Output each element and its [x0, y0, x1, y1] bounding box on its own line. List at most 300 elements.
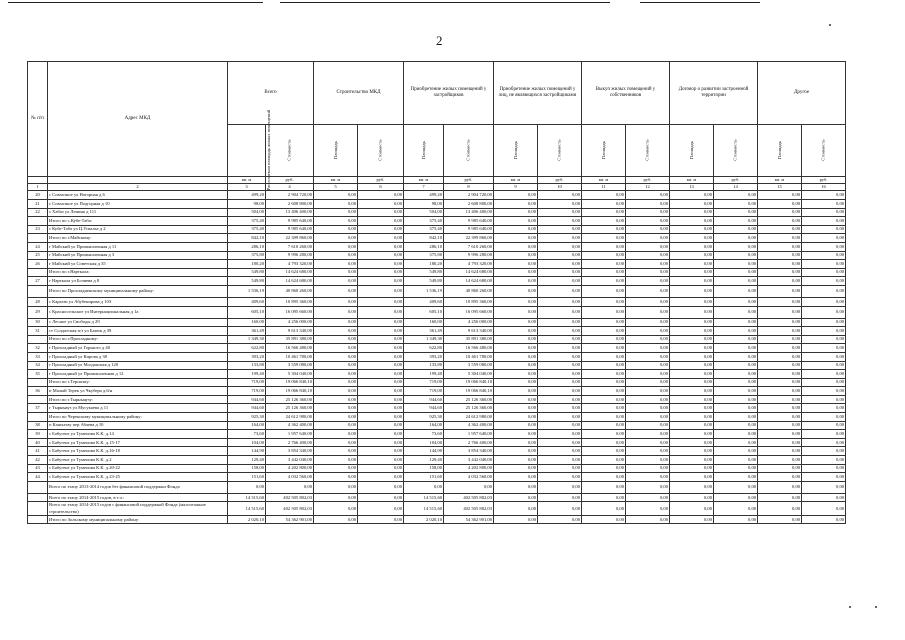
row-number-cell: 26: [28, 260, 48, 269]
row-number-cell: [28, 378, 48, 387]
row-value-cell: 0,00: [314, 456, 358, 465]
row-value-cell: 0,00: [494, 361, 538, 370]
row-value-cell: 129,40: [404, 456, 444, 465]
row-value-cell: 842,10: [404, 234, 444, 243]
row-value-cell: 164,00: [228, 421, 266, 430]
row-value-cell: 1 536,19: [228, 285, 266, 297]
row-value-cell: 0,00: [494, 404, 538, 413]
row-number-cell: 34: [28, 361, 48, 370]
row-value-cell: 0,00: [802, 225, 846, 234]
row-value-cell: 0,00: [626, 395, 670, 404]
column-number-cell: 1: [28, 184, 48, 191]
row-value-cell: 0,00: [358, 225, 404, 234]
row-value-cell: 0,00: [802, 306, 846, 318]
table-row: [28, 200, 846, 209]
row-value-cell: 0,00: [626, 242, 670, 251]
row-value-cell: 0,00: [582, 327, 626, 336]
row-value-cell: 0,00: [802, 413, 846, 422]
row-value-cell: 0,00: [494, 285, 538, 297]
row-value-cell: 0,00: [714, 335, 758, 344]
row-value-cell: 0,00: [494, 306, 538, 318]
row-value-cell: 0,00: [670, 352, 714, 361]
row-value-cell: 0,00: [358, 234, 404, 243]
sub-header-label: Площадь: [600, 141, 606, 160]
row-value-cell: 0,00: [670, 318, 714, 327]
row-value-cell: 0,00: [314, 378, 358, 387]
row-value-cell: 0,00: [538, 502, 582, 515]
row-value-cell: 25 126 360,00: [266, 404, 314, 413]
row-value-cell: 0,00: [494, 217, 538, 226]
row-value-cell: 0,00: [670, 191, 714, 200]
group-header-territory-agreement: Договор о развитии застроенной территории: [670, 62, 758, 125]
row-value-cell: 0,00: [314, 306, 358, 318]
row-value-cell: 0,00: [670, 285, 714, 297]
row-value-cell: 0,00: [714, 464, 758, 473]
header-group-row: [28, 62, 846, 125]
row-value-cell: 0,00: [358, 370, 404, 379]
row-address-cell: г Прохладный ул Кирова д 38: [48, 352, 228, 361]
row-value-cell: 0,00: [714, 200, 758, 209]
row-address-cell: с Бабугент ул Тумеиова К.К. д.23-25: [48, 473, 228, 482]
row-value-cell: 0,00: [358, 268, 404, 277]
units-cell: руб.: [802, 177, 846, 184]
row-value-cell: 0,00: [714, 447, 758, 456]
row-value-cell: 0,00: [538, 306, 582, 318]
row-value-cell: 1 536,19: [404, 285, 444, 297]
row-value-cell: 499,20: [404, 191, 444, 200]
row-value-cell: 0,00: [538, 378, 582, 387]
row-value-cell: 0,00: [714, 456, 758, 465]
row-value-cell: 0,00: [582, 242, 626, 251]
row-value-cell: 0,00: [802, 464, 846, 473]
row-value-cell: 2 020,10: [228, 515, 266, 524]
row-address-cell: с Совхозное ул Подгорная д 10: [48, 200, 228, 209]
row-value-cell: 0,00: [626, 260, 670, 269]
sub-header-label: Площадь: [512, 141, 518, 160]
page-number: 2: [436, 33, 443, 48]
row-value-cell: 0,00: [358, 306, 404, 318]
row-value-cell: 0,00: [714, 260, 758, 269]
row-value-cell: 0,00: [314, 344, 358, 353]
row-value-cell: 0,00: [314, 473, 358, 482]
row-value-cell: 0,00: [670, 481, 714, 493]
row-value-cell: 0,00: [494, 464, 538, 473]
row-value-cell: 0,00: [538, 352, 582, 361]
row-number-cell: 32: [28, 344, 48, 353]
row-value-cell: 0,00: [582, 225, 626, 234]
row-value-cell: 0,00: [582, 344, 626, 353]
row-value-cell: 0,00: [582, 447, 626, 456]
row-value-cell: 9 985 640,00: [266, 217, 314, 226]
row-value-cell: 0,00: [538, 395, 582, 404]
row-value-cell: 14 515,60: [228, 493, 266, 502]
row-value-cell: 0,00: [626, 413, 670, 422]
row-value-cell: 944,60: [404, 404, 444, 413]
row-value-cell: 0,00: [714, 217, 758, 226]
row-value-cell: 504,00: [228, 208, 266, 217]
row-value-cell: 0,00: [626, 327, 670, 336]
row-value-cell: 0,00: [314, 421, 358, 430]
row-value-cell: 0,00: [314, 277, 358, 286]
table-row: [28, 225, 846, 234]
row-value-cell: 0,00: [358, 318, 404, 327]
row-value-cell: 0,00: [314, 191, 358, 200]
row-value-cell: 0,00: [494, 327, 538, 336]
row-value-cell: 14 624 680,00: [266, 268, 314, 277]
row-number-cell: [28, 234, 48, 243]
row-value-cell: 0,00: [670, 430, 714, 439]
units-cell: руб.: [444, 177, 494, 184]
row-value-cell: 622,80: [404, 344, 444, 353]
row-value-cell: 4 032 560,00: [444, 473, 494, 482]
row-value-cell: 0,00: [714, 352, 758, 361]
row-value-cell: 0,00: [758, 217, 802, 226]
row-number-cell: [28, 268, 48, 277]
row-address-cell: с Хабаз ул Ленина д 111: [48, 208, 228, 217]
row-value-cell: 0,00: [582, 473, 626, 482]
row-value-cell: 0,00: [758, 502, 802, 515]
row-address-cell: г Прохладный ул Моздокская д 120: [48, 361, 228, 370]
row-value-cell: 0,00: [758, 234, 802, 243]
row-value-cell: 0,00: [670, 464, 714, 473]
sub-header-label: Стоимость: [465, 139, 471, 162]
row-value-cell: 719,00: [404, 387, 444, 396]
group-header-total: Всего: [228, 62, 314, 125]
sub-header-label: Стоимость: [286, 139, 292, 162]
row-value-cell: 0,00: [714, 361, 758, 370]
row-value-cell: 0,00: [494, 370, 538, 379]
row-value-cell: 0,00: [758, 456, 802, 465]
row-value-cell: 0,00: [626, 430, 670, 439]
row-value-cell: 0,00: [494, 438, 538, 447]
row-value-cell: 0,00: [670, 306, 714, 318]
row-value-cell: 0,00: [758, 191, 802, 200]
row-value-cell: 4 202 800,00: [444, 464, 494, 473]
row-value-cell: 0,00: [802, 260, 846, 269]
row-value-cell: 0,00: [538, 464, 582, 473]
row-value-cell: 0,00: [358, 217, 404, 226]
row-value-cell: 0,00: [758, 421, 802, 430]
row-value-cell: 0,00: [758, 251, 802, 260]
row-value-cell: 24 612 980,00: [444, 413, 494, 422]
row-value-cell: 0,00: [358, 413, 404, 422]
column-number-cell: 16: [802, 184, 846, 191]
column-number-cell: 12: [626, 184, 670, 191]
row-value-cell: 0,00: [714, 493, 758, 502]
table-row: [28, 268, 846, 277]
row-address-cell: Итого по г.Терскому:: [48, 378, 228, 387]
row-number-cell: 29: [28, 306, 48, 318]
row-value-cell: 0,00: [626, 191, 670, 200]
row-value-cell: 0,00: [758, 306, 802, 318]
row-address-cell: с Красносельское ул Интернациональная д 1а: [48, 306, 228, 318]
row-value-cell: 19 066 840,10: [444, 387, 494, 396]
table-row: [28, 297, 846, 306]
row-value-cell: 0,00: [358, 473, 404, 482]
top-rule-mid: [280, 2, 610, 3]
table-row: [28, 378, 846, 387]
table-row: [28, 493, 846, 502]
row-value-cell: 0,00: [670, 234, 714, 243]
row-value-cell: 10 461 780,00: [266, 352, 314, 361]
row-address-cell: Итого по г.Майскому:: [48, 234, 228, 243]
row-value-cell: 0,00: [358, 335, 404, 344]
row-value-cell: 9 985 640,00: [444, 217, 494, 226]
row-value-cell: 0,00: [538, 481, 582, 493]
row-value-cell: 0,00: [626, 225, 670, 234]
row-value-cell: 14 624 680,00: [444, 268, 494, 277]
row-value-cell: 0,00: [714, 413, 758, 422]
row-value-cell: 19 066 840,10: [266, 387, 314, 396]
row-value-cell: 0,00: [582, 502, 626, 515]
column-number-cell: 3: [228, 184, 266, 191]
row-value-cell: 0,00: [582, 297, 626, 306]
row-address-cell: с Совхозное ул Нагорная д 6: [48, 191, 228, 200]
row-value-cell: 0,00: [314, 493, 358, 502]
row-value-cell: 180,20: [404, 260, 444, 269]
row-value-cell: 0,00: [714, 277, 758, 286]
row-value-cell: 14 515,60: [404, 493, 444, 502]
row-value-cell: 0,00: [582, 277, 626, 286]
row-value-cell: 0,00: [758, 327, 802, 336]
row-number-cell: [28, 481, 48, 493]
row-value-cell: 0,00: [314, 395, 358, 404]
table-row: [28, 395, 846, 404]
row-number-cell: [28, 335, 48, 344]
row-value-cell: 402 505 802,03: [444, 493, 494, 502]
row-value-cell: 158,00: [228, 464, 266, 473]
row-value-cell: 0,00: [582, 456, 626, 465]
row-address-cell: с Кубе-Таба ул Ц.Ускалье д 2: [48, 225, 228, 234]
row-value-cell: 0,00: [358, 438, 404, 447]
row-value-cell: 2 608 800,00: [266, 200, 314, 209]
sub-header-label: Стоимость: [377, 139, 383, 162]
row-value-cell: 0,00: [714, 481, 758, 493]
row-value-cell: 16 566 480,00: [266, 344, 314, 353]
row-value-cell: 0,00: [758, 297, 802, 306]
sub-header-cell: [358, 125, 404, 177]
row-value-cell: 0,00: [626, 473, 670, 482]
row-number-cell: [28, 413, 48, 422]
row-address-cell: Итого по Зольскому муниципальному району:: [48, 515, 228, 524]
sub-header-cell: [582, 125, 626, 177]
row-value-cell: 0,00: [802, 502, 846, 515]
sub-header-cell: [444, 125, 494, 177]
row-value-cell: 19 066 840,10: [444, 378, 494, 387]
table-row: [28, 404, 846, 413]
group-header-purchase-developers: Приобретение жилых помещений у застройщиков: [404, 62, 494, 125]
row-value-cell: 0,00: [670, 413, 714, 422]
sub-header-cell: [802, 125, 846, 177]
row-value-cell: 0,00: [758, 515, 802, 524]
row-value-cell: 0,00: [582, 515, 626, 524]
table-row: [28, 447, 846, 456]
row-value-cell: 0,00: [714, 191, 758, 200]
row-value-cell: 0,00: [626, 251, 670, 260]
row-value-cell: 0,00: [358, 515, 404, 524]
row-value-cell: 0,00: [670, 361, 714, 370]
row-value-cell: 10 895 360,00: [266, 297, 314, 306]
row-value-cell: 0,00: [626, 268, 670, 277]
row-value-cell: 0,00: [758, 208, 802, 217]
row-value-cell: 0,00: [494, 251, 538, 260]
row-value-cell: 0,00: [494, 268, 538, 277]
row-number-cell: 33: [28, 352, 48, 361]
row-value-cell: 158,00: [404, 464, 444, 473]
row-value-cell: 0,00: [494, 225, 538, 234]
row-value-cell: 0,00: [714, 297, 758, 306]
row-value-cell: 0,00: [802, 481, 846, 493]
row-value-cell: 2 766 400,00: [266, 438, 314, 447]
row-value-cell: 25 126 360,00: [444, 404, 494, 413]
row-value-cell: 0,00: [538, 413, 582, 422]
sub-header-cell: [404, 125, 444, 177]
row-value-cell: 0,00: [538, 277, 582, 286]
row-value-cell: 144,90: [404, 447, 444, 456]
row-value-cell: 129,40: [228, 456, 266, 465]
row-value-cell: 549,80: [228, 277, 266, 286]
row-value-cell: 7 610 260,00: [444, 242, 494, 251]
row-value-cell: 0,00: [714, 344, 758, 353]
row-value-cell: 842,10: [228, 234, 266, 243]
row-value-cell: 0,00: [358, 456, 404, 465]
column-number-cell: 9: [494, 184, 538, 191]
row-value-cell: 0,00: [314, 260, 358, 269]
row-value-cell: 3 559 080,00: [444, 361, 494, 370]
row-value-cell: 0,00: [358, 493, 404, 502]
row-value-cell: 0,00: [538, 217, 582, 226]
row-value-cell: 0,00: [670, 438, 714, 447]
row-value-cell: 375,40: [228, 217, 266, 226]
row-value-cell: 375,40: [404, 217, 444, 226]
row-value-cell: 0,00: [670, 208, 714, 217]
units-cell-empty: [48, 177, 228, 184]
row-value-cell: 0,00: [538, 456, 582, 465]
row-number-cell: 43: [28, 464, 48, 473]
row-value-cell: 0,00: [358, 464, 404, 473]
units-cell: кв. м: [494, 177, 538, 184]
scan-speck: [875, 606, 877, 608]
row-value-cell: 0,00: [758, 352, 802, 361]
sub-header-cell: [266, 125, 314, 177]
table-row: [28, 361, 846, 370]
row-value-cell: 0,00: [670, 225, 714, 234]
row-address-cell: г Майский ул Промышленная д 11: [48, 242, 228, 251]
row-value-cell: 0,00: [626, 285, 670, 297]
row-value-cell: 0,00: [626, 335, 670, 344]
row-value-cell: 16 566 480,00: [444, 344, 494, 353]
row-value-cell: 144,90: [228, 447, 266, 456]
row-value-cell: 98,00: [228, 200, 266, 209]
sub-header-cell: [626, 125, 670, 177]
row-value-cell: 504,00: [404, 208, 444, 217]
row-value-cell: 1 957 640,00: [444, 430, 494, 439]
row-value-cell: 0,00: [582, 268, 626, 277]
row-address-cell: Итого по Черекскому муниципальному району:: [48, 413, 228, 422]
row-value-cell: 0,00: [758, 285, 802, 297]
row-value-cell: 0,00: [670, 456, 714, 465]
row-value-cell: 0,00: [714, 234, 758, 243]
row-value-cell: 402 505 802,03: [444, 502, 494, 515]
row-value-cell: 0,00: [314, 285, 358, 297]
row-value-cell: 0,00: [538, 297, 582, 306]
row-value-cell: 0,00: [802, 370, 846, 379]
row-value-cell: 0,00: [670, 404, 714, 413]
row-value-cell: 0,00: [626, 208, 670, 217]
row-value-cell: 4 256 000,00: [266, 318, 314, 327]
row-value-cell: 0,00: [626, 217, 670, 226]
row-address-cell: Итого по Прохладненскому муниципальному району:: [48, 285, 228, 297]
row-value-cell: 0,00: [758, 473, 802, 482]
row-value-cell: 0,00: [494, 421, 538, 430]
column-number-cell: 13: [670, 184, 714, 191]
row-value-cell: 0,00: [314, 208, 358, 217]
row-value-cell: 10 461 780,00: [444, 352, 494, 361]
row-value-cell: 0,00: [538, 191, 582, 200]
row-value-cell: 160,00: [228, 318, 266, 327]
row-value-cell: 0,00: [670, 370, 714, 379]
row-value-cell: 0,00: [714, 327, 758, 336]
table-row: [28, 421, 846, 430]
row-value-cell: 13 406 400,00: [444, 208, 494, 217]
row-value-cell: 16 095 660,00: [266, 306, 314, 318]
row-address-cell: г Нарткала ул Бозиева д 8: [48, 277, 228, 286]
row-value-cell: 0,00: [714, 387, 758, 396]
table-row: [28, 481, 846, 493]
row-value-cell: 0,00: [582, 370, 626, 379]
row-value-cell: 4 793 320,00: [266, 260, 314, 269]
column-number-cell: 10: [538, 184, 582, 191]
row-value-cell: 0,00: [358, 208, 404, 217]
sub-header-cell: [538, 125, 582, 177]
row-value-cell: 0,00: [358, 200, 404, 209]
table-row: [28, 352, 846, 361]
row-value-cell: 0,00: [626, 370, 670, 379]
table-row: [28, 285, 846, 297]
row-value-cell: 0,00: [582, 395, 626, 404]
row-value-cell: 0,00: [626, 344, 670, 353]
row-value-cell: 9 996 280,00: [444, 251, 494, 260]
row-value-cell: 0,00: [758, 242, 802, 251]
row-address-cell: г Прохладный ул Промышленная д 12: [48, 370, 228, 379]
row-value-cell: 16 095 660,00: [444, 306, 494, 318]
row-value-cell: 0,00: [626, 515, 670, 524]
row-value-cell: 0,00: [670, 297, 714, 306]
row-value-cell: 0,00: [358, 430, 404, 439]
row-value-cell: 0,00: [538, 225, 582, 234]
row-value-cell: 0,00: [358, 481, 404, 493]
row-value-cell: 0,00: [494, 318, 538, 327]
row-value-cell: 0,00: [538, 335, 582, 344]
row-value-cell: 0,00: [714, 502, 758, 515]
sub-header-label: Стоимость: [556, 139, 562, 162]
row-address-cell: Итого по с.Кубе-Таба:: [48, 217, 228, 226]
units-cell: кв. м: [758, 177, 802, 184]
row-value-cell: 0,00: [582, 260, 626, 269]
row-value-cell: 0,00: [314, 515, 358, 524]
row-value-cell: 0,00: [626, 456, 670, 465]
row-number-cell: 23: [28, 225, 48, 234]
row-value-cell: 0,00: [358, 242, 404, 251]
row-value-cell: 0,00: [802, 493, 846, 502]
row-value-cell: 0,00: [626, 464, 670, 473]
row-value-cell: 719,00: [228, 378, 266, 387]
sub-header-cell: [714, 125, 758, 177]
row-value-cell: 0,00: [266, 481, 314, 493]
row-value-cell: 0,00: [538, 327, 582, 336]
row-value-cell: 0,00: [314, 327, 358, 336]
row-value-cell: 0,00: [670, 344, 714, 353]
